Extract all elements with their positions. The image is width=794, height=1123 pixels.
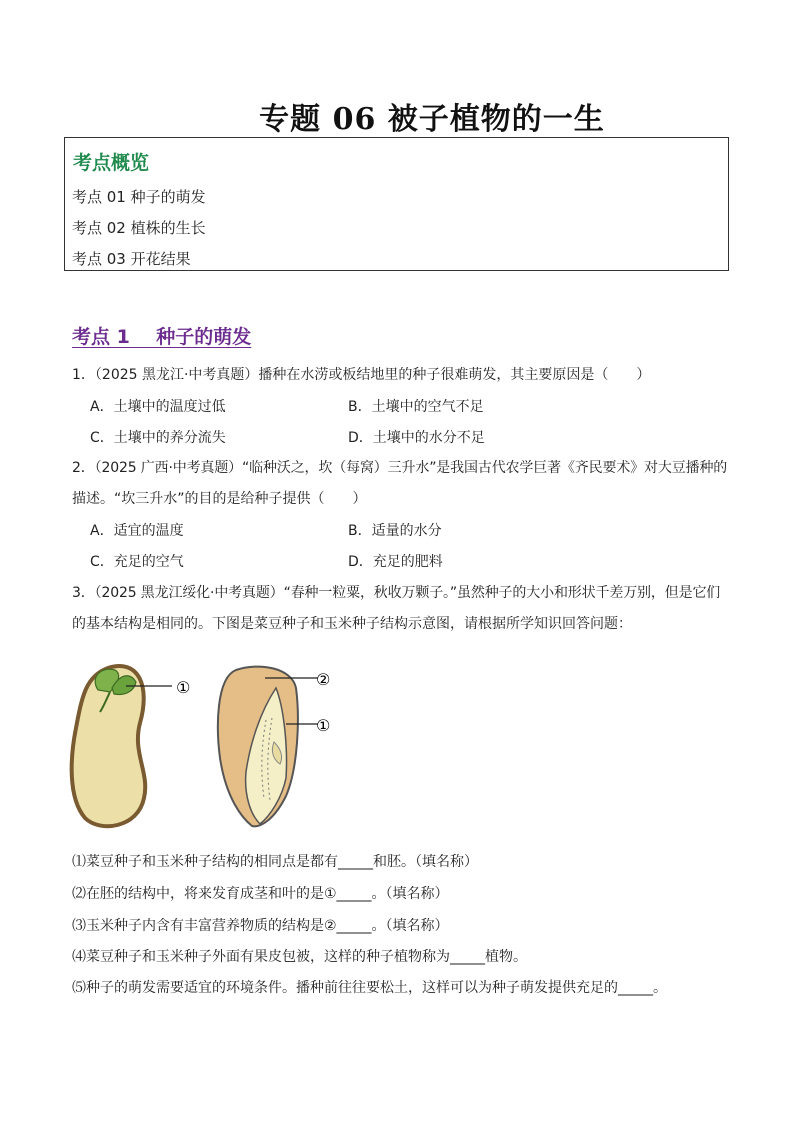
figure-label-corn-1: ① [316, 716, 331, 735]
question-3-sub-2: ⑵在胚的结构中，将来发育成茎和叶的是①_____。（填名称） [72, 886, 449, 902]
figure-label-corn-2: ② [316, 670, 331, 689]
question-3-sub-5: ⑸种子的萌发需要适宜的环境条件。播种前往往要松土，这样可以为种子萌发提供充足的_____。 [72, 980, 667, 996]
question-1-option-d: D．土壤中的水分不足 [348, 430, 485, 446]
overview-item-1: 考点 01 种子的萌发 [72, 188, 206, 206]
question-1-option-c: C．土壤中的养分流失 [90, 430, 226, 446]
overview-heading: 考点概览 [73, 152, 150, 174]
question-3-sub-3: ⑶玉米种子内含有丰富营养物质的结构是②_____。（填名称） [72, 918, 449, 934]
page-title: 专题 06 被子植物的一生 [259, 102, 605, 137]
seed-structure-figure [60, 648, 360, 838]
bean-seed-illustration [72, 666, 172, 826]
question-1-option-b: B．土壤中的空气不足 [348, 399, 484, 415]
question-1-stem: 1．（2025 黑龙江·中考真题）播种在水涝或板结地里的种子很难萌发，其主要原因是（ ） [72, 367, 651, 383]
corn-seed-illustration [218, 667, 318, 827]
question-2-option-a: A．适宜的温度 [90, 523, 184, 539]
question-3-stem-line-2: 的基本结构是相同的。下图是菜豆种子和玉米种子结构示意图，请根据所学知识回答问题： [72, 616, 632, 632]
question-2-stem-line-1: 2．（2025 广西·中考真题）“临种沃之，坎（每窝）三升水”是我国古代农学巨著《齐民要术》对大豆播种的 [72, 460, 728, 476]
question-1-option-a: A．土壤中的温度过低 [90, 399, 226, 415]
question-3-sub-4: ⑷菜豆种子和玉米种子外面有果皮包被，这样的种子植物称为_____植物。 [72, 949, 527, 965]
overview-item-3: 考点 03 开花结果 [72, 250, 191, 268]
section-heading: 考点 1 种子的萌发 [72, 326, 252, 348]
question-2-option-d: D．充足的肥料 [348, 554, 443, 570]
overview-box [64, 137, 729, 271]
question-3-sub-1: ⑴菜豆种子和玉米种子结构的相同点是都有_____和胚。（填名称） [72, 854, 478, 870]
question-2-option-c: C．充足的空气 [90, 554, 184, 570]
figure-label-bean-1: ① [176, 678, 191, 697]
overview-item-2: 考点 02 植株的生长 [72, 219, 206, 237]
question-2-option-b: B．适量的水分 [348, 523, 442, 539]
question-2-stem-line-2: 描述。“坎三升水”的目的是给种子提供（ ） [72, 491, 367, 507]
question-3-stem-line-1: 3．（2025 黑龙江绥化·中考真题）“春种一粒粟，秋收万颗子。”虽然种子的大小和形状千差万别，但是它们 [72, 585, 721, 601]
